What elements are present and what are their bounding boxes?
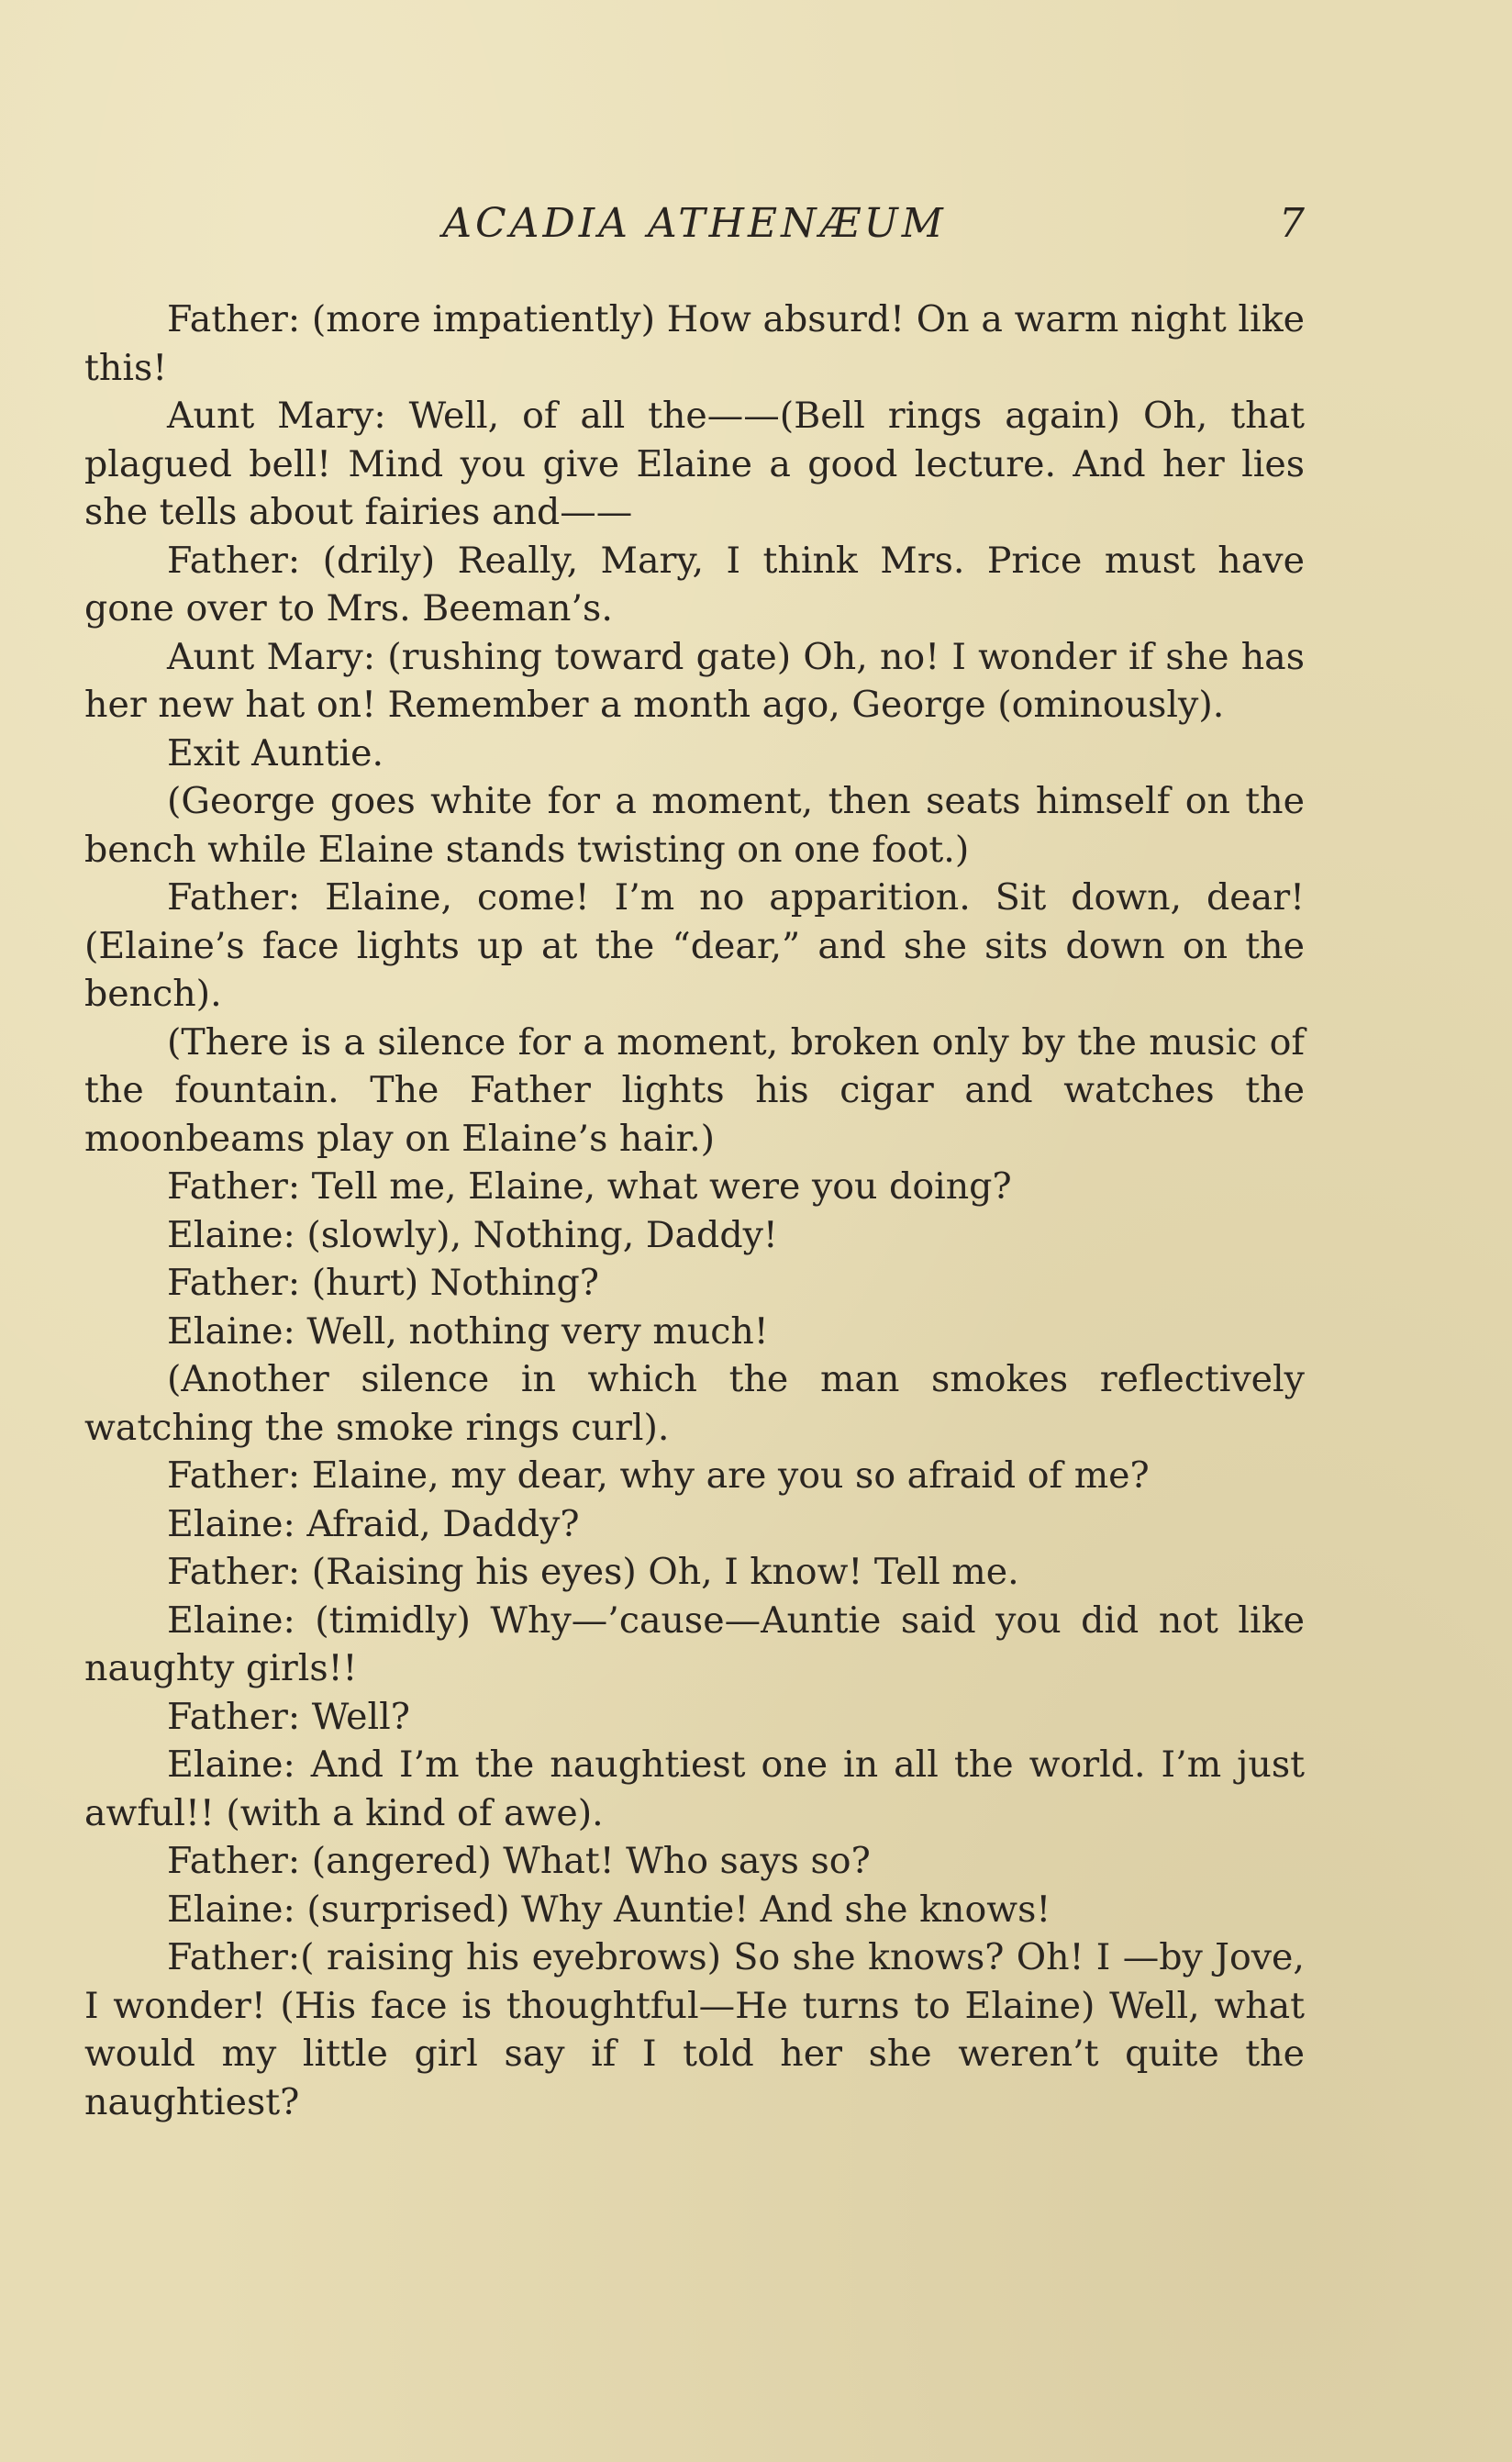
paragraph: Elaine: And I’m the naughtiest one in all the world. I’m just awful!! (with a kind of awe). (84, 1743, 1305, 1834)
paragraph: Elaine: Well, nothing very much! (167, 1309, 769, 1353)
paragraph: Father: Well? (167, 1695, 410, 1738)
running-head (84, 200, 1305, 255)
paragraph: Father: (drily) Really, Mary, I think Mrs. Price must have gone over to Mrs. Beeman’s. (84, 539, 1305, 629)
paragraph: Father: Elaine, my dear, why are you so afraid of me? (167, 1454, 1150, 1497)
paragraph: Father: Tell me, Elaine, what were you doing? (167, 1165, 1012, 1208)
paragraph: Father: (Raising his eyes) Oh, I know! Tell me. (167, 1551, 1019, 1593)
body-text (84, 295, 1305, 2126)
paragraph: Father: (angered) What! Who says so? (167, 1840, 871, 1882)
running-title: ACADIA ATHENÆUM (442, 200, 947, 247)
paragraph: Elaine: (slowly), Nothing, Daddy! (167, 1213, 778, 1256)
paragraph: (George goes white for a moment, then seats himself on the bench while Elaine stands twisting on one foot.) (84, 780, 1305, 871)
paragraph: Aunt Mary: Well, of all the——(Bell rings again) Oh, that plagued bell! Mind you give Elaine a good lecture. And her lies she tells about fairies and—— (84, 395, 1305, 533)
paragraph: Elaine: (timidly) Why—’cause—Auntie said you did not like naughty girls!! (84, 1599, 1305, 1689)
paragraph: Elaine: (surprised) Why Auntie! And she knows! (167, 1888, 1051, 1931)
paragraph: Elaine: Afraid, Daddy? (167, 1502, 580, 1545)
paragraph: (There is a silence for a moment, broken only by the music of the fountain. The Father lights his cigar and watches the moonbeams play on Elaine’s hair.) (84, 1020, 1305, 1160)
paragraph: (Another silence in which the man smokes reflectively watching the smoke rings curl). (84, 1358, 1305, 1449)
paragraph: Aunt Mary: (rushing toward gate) Oh, no! I wonder if she has her new hat on! Remember a month ago, George (ominously). (84, 635, 1305, 726)
paragraph: Father:( raising his eyebrows) So she knows? Oh! I —by Jove, I wonder! (His face is thoughtful—He turns to Elaine) Well, what would my little girl say if I told her she weren’t quite the naughtiest? (84, 1936, 1305, 2123)
paragraph: Father: (more impatiently) How absurd! On a warm night like this! (84, 298, 1305, 389)
paragraph: Father: (hurt) Nothing? (167, 1262, 599, 1304)
paragraph: Father: Elaine, come! I’m no apparition. Sit down, dear! (Elaine’s face lights up at the “dear,” and she sits down on the bench). (84, 876, 1305, 1015)
paragraph: Exit Auntie. (167, 731, 384, 774)
page-number: 7 (1279, 200, 1305, 247)
